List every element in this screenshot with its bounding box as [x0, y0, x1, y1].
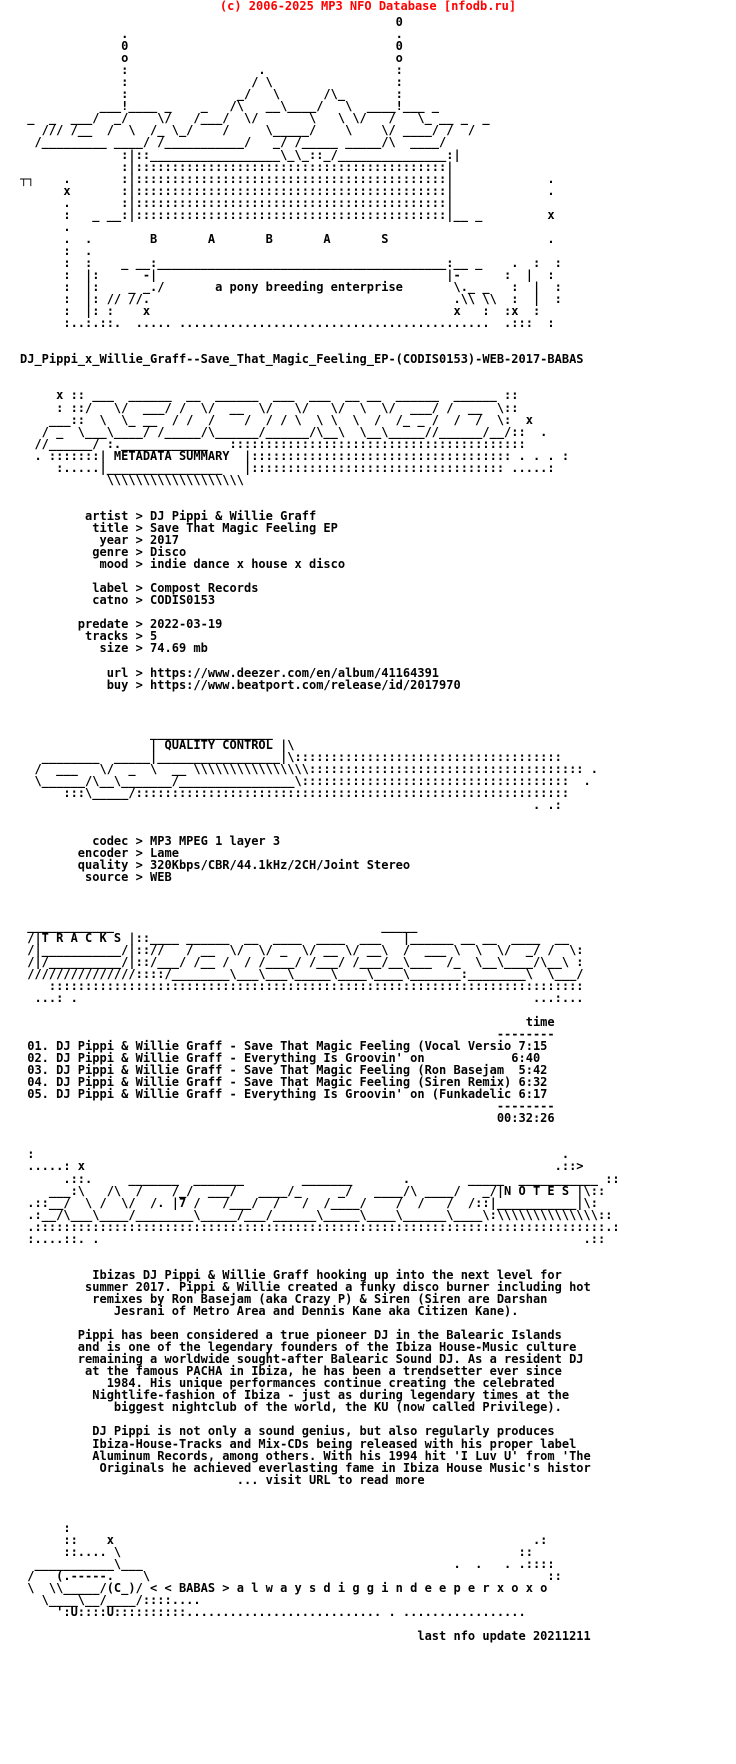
nfo-line: year > 2017: [20, 533, 179, 548]
nfo-line: time: [20, 1014, 555, 1029]
nfo-line: /// /__ / \ /_ \_/ / \_____/ \ \/ ____/ / /: [20, 123, 476, 138]
nfo-line: --------: [20, 1026, 555, 1041]
nfo-line: . .: [20, 27, 403, 42]
nfo-line: /_________ ____/ /___________/ _/ /_____ _____/\ ____/: [20, 135, 447, 150]
nfo-line: \______/\__\_______/________________\::::::::::::::::::::::::::::::::::::: .: [20, 773, 591, 788]
nfo-line: 03. DJ Pippi & Willie Graff - Save That Magic Feeling (Ron Basejam 5:42: [20, 1063, 548, 1078]
nfo-line: :..:.::. ..... ........................................... .::: :: [20, 316, 555, 331]
nfo-line: : . :: [20, 63, 403, 78]
nfo-line: ____________ _____: [20, 918, 418, 933]
nfo-line: Aluminum Records, among others. With his 1994 hit 'I Luv U' from 'The: [20, 1448, 591, 1463]
nfo-line: --------: [20, 1099, 555, 1114]
nfo-line: 02. DJ Pippi & Willie Graff - Everything Is Groovin' on 6:40: [20, 1051, 541, 1066]
nfo-line: ___:: \ \_ __ / / / / / / \ \ \ \ / /_ _ / / / \: x: [20, 412, 533, 427]
nfo-line: Originals he achieved everlasting fame in Ibiza House Music's histor: [20, 1460, 591, 1475]
nfo-line: Ibizas DJ Pippi & Willie Graff hooking up into the next level for: [20, 1267, 562, 1282]
nfo-line: buy > https://www.beatport.com/release/id/2017970: [20, 677, 461, 692]
nfo-line: :|:::::::::::::::::::::::::::::::::::::::::::|: [20, 159, 454, 174]
nfo-line: / _ \___\____/ /_____/\______/______/\__\ \__\_____//______/__/:: .: [20, 424, 548, 439]
nfo-line: 04. DJ Pippi & Willie Graff - Save That Magic Feeling (Siren Remix) 6:32: [20, 1075, 548, 1090]
nfo-line: | QUALITY CONTROL |\: [20, 737, 295, 752]
nfo-line: :: [20, 1520, 71, 1535]
nfo-line: at the famous PACHA in Ibiza, he has been a trendsetter ever since: [20, 1364, 562, 1379]
nfo-line: : : _ __:________________________________________:__ _ . : :: [20, 255, 562, 270]
nfo-line: :....::. . .::: [20, 1231, 606, 1246]
nfo-line: 05. DJ Pippi & Willie Graff - Everything Is Groovin' on (Funkadelic 6:17: [20, 1087, 548, 1102]
nfo-line: . .:: [20, 798, 562, 813]
page-header-copyright: (c) 2006-2025 MP3 NFO Database [nfodb.ru]: [219, 0, 517, 13]
nfo-line: o o: [20, 51, 403, 66]
nfo-line: codec > MP3 MPEG 1 layer 3: [20, 834, 281, 849]
nfo-line: DJ Pippi is not only a sound genius, but also regularly produces: [20, 1424, 555, 1439]
nfo-line: size > 74.69 mb: [20, 641, 208, 656]
nfo-line: :: x .:: [20, 1532, 548, 1547]
nfo-line: ___:\ /\ / /_/ ___/ ____/_ _/ ____/\ ____/ _/|N O T E S |\::: [20, 1183, 606, 1198]
nfo-line: _________________: [20, 725, 273, 740]
nfo-line: . :::::::| METADATA SUMMARY |:::::::::::::::::::::::::::::::::::: . . . :: [20, 448, 570, 463]
nfo-line: : .: [20, 1147, 570, 1162]
nfo-line: ___________\___ . . . .::::: [20, 1557, 555, 1571]
nfo-line: Pippi has been considered a true pioneer DJ in the Balearic Islands: [20, 1328, 562, 1343]
nfo-line: catno > CODIS0153: [20, 593, 216, 608]
nfo-line: genre > Disco: [20, 545, 187, 560]
nfo-line: ________ _____|_________________|\:::::::::::::::::::::::::::::::::::::: [20, 749, 562, 764]
nfo-line: :::\_____/::::::::::::::::::::::::::::::::::::::::::::::::::::::::::::: [20, 786, 570, 800]
nfo-line: ::.... \ ::: [20, 1544, 533, 1559]
nfo-line: x :: ___ ______ __ ______ ___ ___ __ __ ______ ______ ::: [20, 388, 519, 403]
nfo-text-block: [20, 16, 620, 1642]
nfo-line: :.....|________________ |::::::::::::::::::::::::::::::::::: .....:: [20, 460, 555, 475]
nfo-line: Jesrani of Metro Area and Dennis Kane aka Citizen Kane).: [20, 1304, 519, 1319]
nfo-line: quality > 320Kbps/CBR/44.1kHz/2CH/Joint Stereo: [20, 858, 411, 873]
nfo-line: / (.-----. \ ::: [20, 1569, 562, 1584]
nfo-line: predate > 2022-03-19: [20, 617, 223, 632]
nfo-line: \____\__/____/::::....: [20, 1593, 201, 1608]
nfo-line: ':U::::U::::::::::........................... . .................: [20, 1605, 526, 1620]
nfo-line: Nightlife-fashion of Ibiza - just as during legendary times at the: [20, 1388, 570, 1403]
nfo-line: //______/ :.____________ :::::::::::::::::::::::::::::::::::::::::: [20, 436, 526, 451]
nfo-line: ...: . ...:...: [20, 990, 584, 1005]
nfo-line: .::. _______ _______ _______ . _____ ___________ ::: [20, 1171, 620, 1186]
nfo-line: : |: _ _./ a pony breeding enterprise \._ _ : | :: [20, 280, 562, 295]
nfo-line: biggest nightclub of the world, the KU (now called Privilege).: [20, 1400, 562, 1415]
nfo-line: ... visit URL to read more: [20, 1472, 425, 1487]
nfo-line: remaining a worldwide sought-after Balearic Sound DJ. As a resident DJ: [20, 1352, 584, 1367]
nfo-line: .:::::::::::::::::::::::::::::::::::::::::::::::::::::::::::::::::::::::::::::::.:: [20, 1219, 620, 1234]
nfo-line: .: [20, 219, 71, 234]
nfo-line: .:__/\___\____/________\_____/___/______\_____\____\______\____\:\\\\\\\\\\\\\\::: [20, 1207, 613, 1222]
nfo-line: :|::__________________\_\_::_/_______________:|: [20, 147, 461, 162]
nfo-line: : |: : x x : :x :: [20, 304, 541, 319]
nfo-line: .....: x .::>: [20, 1159, 584, 1174]
nfo-line: 0: [20, 15, 403, 29]
nfo-line: 01. DJ Pippi & Willie Graff - Save That Magic Feeling (Vocal Versio 7:15: [20, 1038, 548, 1053]
nfo-line: /|T R A C K S |::____ ______ __ ____ ____ ___ |______ __ __ ____ __: [20, 930, 570, 945]
nfo-line: title > Save That Magic Feeling EP: [20, 520, 338, 535]
nfo-line: ┬┐ . :|:::::::::::::::::::::::::::::::::::::::::::| .: [20, 171, 555, 186]
nfo-line: ___!____ _ _ /\ __\____/ \ ____!___ _: [20, 99, 440, 114]
nfo-line: / ___ \/ _ \ __ \\\\\\\\\\\\\\\\:::::::::::::::::::::::::::::::::::::: .: [20, 761, 598, 776]
nfo-line: : |: -| |- : | :: [20, 267, 555, 282]
nfo-line: mood > indie dance x house x disco: [20, 557, 346, 572]
nfo-line: 00:32:26: [20, 1111, 555, 1126]
nfo-line: \\\\\\\\\\\\\\\\\\\: [20, 472, 244, 487]
nfo-line: tracks > 5: [20, 629, 158, 644]
nfo-line: \ \\_____/(C_)/ < < BABAS > a l w a y s d i g g i n d e e p e r x o x o: [20, 1581, 548, 1596]
nfo-line: . . B A B A S .: [20, 231, 555, 246]
nfo-line: /|/__________/|::/___/ /__ / / /____/ /___/ /___/__\___ /_ \__\____/\__\ :: [20, 954, 584, 969]
nfo-line: url > https://www.deezer.com/en/album/41164391: [20, 665, 440, 680]
nfo-line: x :|:::::::::::::::::::::::::::::::::::::::::::| .: [20, 183, 555, 198]
nfo-line: /|___________/|::// / __ \/ \/ _ \/ __ \/ __\ / ___ \ \ \/ _/ / \:: [20, 942, 584, 957]
nfo-line: : / \ :: [20, 75, 403, 90]
nfo-line: : ::/ \/ ___/ / \/ __ \/ \/ \/ \ \/ ___/ / __ \::: [20, 400, 519, 415]
nfo-line: last nfo update 20211211: [20, 1629, 591, 1644]
nfo-line: . :|:::::::::::::::::::::::::::::::::::::::::::|: [20, 195, 454, 210]
nfo-line: source > WEB: [20, 870, 172, 885]
nfo-line: ::::::::::::::::::::::::::::::::::::::::::::::::::::::::::::::::::::::::::: [20, 978, 584, 993]
nfo-line: .::__/ \ / \/ /. |7 / /___/ / / /____/ / / / /::|___________|\:: [20, 1195, 598, 1210]
nfo-line: : |: // //. .\\ \\ : | :: [20, 292, 562, 307]
nfo-line: label > Compost Records: [20, 581, 259, 596]
nfo-line: : .: [20, 243, 93, 258]
nfo-line: 1984. His unique performances continue creating the celebrated: [20, 1376, 555, 1391]
nfo-line: : _/ \ /\_ :: [20, 87, 403, 102]
nfo-line: Ibiza-House-Tracks and Mix-CDs being released with his proper label: [20, 1436, 577, 1451]
nfo-line: remixes by Ron Basejam (aka Crazy P) & Siren (Siren are Darshan: [20, 1291, 548, 1306]
nfo-line: _ _ ___/ _/ \/ /___/ \/ \ \ \/ / \_ __ _ _: [20, 111, 490, 126]
nfo-line: encoder > Lame: [20, 846, 179, 861]
nfo-line: summer 2017. Pippi & Willie created a funky disco burner including hot: [20, 1279, 591, 1294]
nfo-line: : _ __:|:::::::::::::::::::::::::::::::::::::::::::|__ _ x: [20, 207, 555, 222]
nfo-line: DJ_Pippi_x_Willie_Graff--Save_That_Magic_Feeling_EP-(CODIS0153)-WEB-2017-BABAS: [20, 352, 584, 367]
nfo-line: 0 0: [20, 39, 403, 54]
nfo-line: ///////////////::::/________\___\___\_____\____\____\_______:________\ \___/: [20, 966, 584, 981]
nfo-line: and is one of the legendary founders of the Ibiza House-Music culture: [20, 1340, 577, 1355]
nfo-line: artist > DJ Pippi & Willie Graff: [20, 508, 317, 523]
